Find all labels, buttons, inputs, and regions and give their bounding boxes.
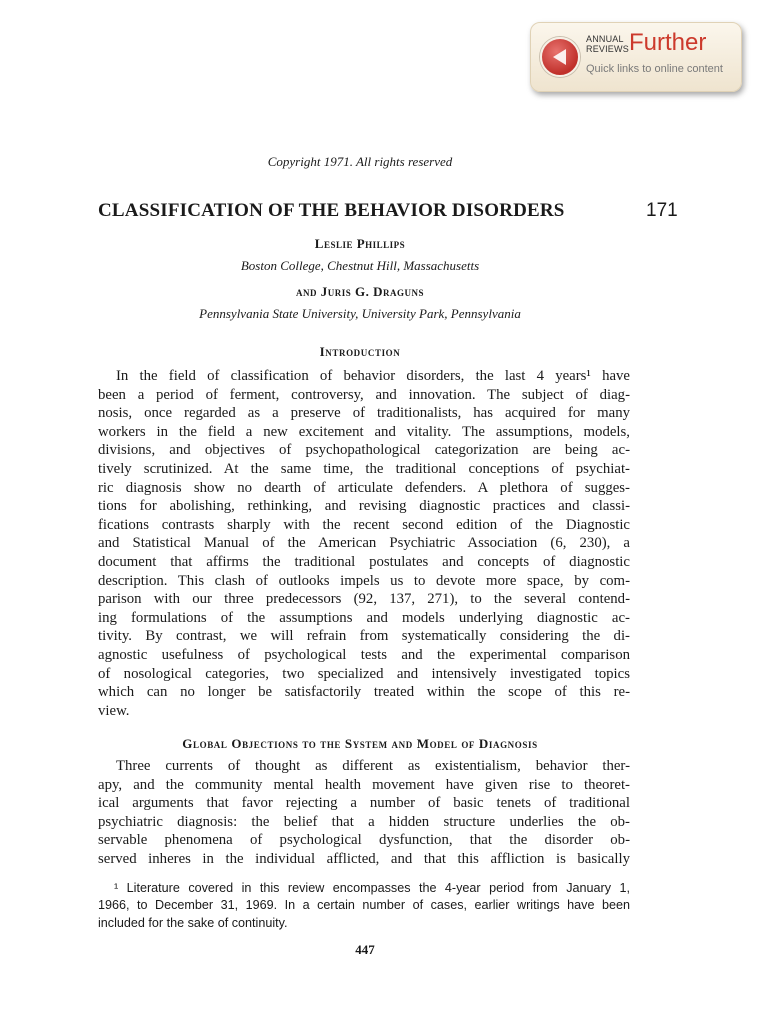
copyright-notice: Copyright 1971. All rights reserved <box>267 154 453 169</box>
text-line: of nosological categories, two specialized and intensively investigated topics <box>98 665 630 682</box>
global-objections-body <box>98 757 630 869</box>
text-line: ical arguments that favor rejecting a number of basic tenets of traditional <box>98 795 630 812</box>
text-line: served inheres in the individual afflicted, and that this affliction is basically <box>98 850 630 867</box>
badge-subtitle: Quick links to online content <box>586 63 723 75</box>
text-line: tions for abolishing, rethinking, and revising diagnostic practices and classi- <box>98 498 630 515</box>
further-badge-link[interactable] <box>530 22 742 92</box>
text-line: ric diagnosis show no dearth of articulate defenders. A plethora of sugges- <box>98 479 630 496</box>
page-number: 447 <box>355 942 375 957</box>
text-line: description. This clash of outlooks impels us to devote more space, by com- <box>98 572 630 589</box>
text-line: apy, and the community mental health movement have given rise to theoret- <box>98 776 630 793</box>
author-name: Leslie Phillips <box>314 236 406 251</box>
text-line: divisions, and objectives of psychopathological categorization are being ac- <box>98 442 630 459</box>
footnote-line: 1966, to December 31, 1969. In a certain number of cases, earlier writings have been <box>98 898 630 913</box>
author-affiliation: Pennsylvania State University, University Park, Pennsylvania <box>199 306 521 321</box>
text-line: In the field of classification of behavior disorders, the last 4 years¹ have <box>116 368 630 384</box>
badge-annual-text: ANNUAL <box>586 34 624 44</box>
text-line: psychiatric diagnosis: the belief that a hidden structure underlies the ob- <box>98 813 630 830</box>
text-line: servable phenomena of psychological dysfunction, that the disorder ob- <box>98 832 630 849</box>
text-line: been a period of ferment, controversy, and innovation. The subject of diag- <box>98 386 630 403</box>
text-line: tively scrutinized. At the same time, the traditional conceptions of psychiat- <box>98 460 630 477</box>
play-left-icon <box>540 37 580 77</box>
author-name: and Juris G. Draguns <box>295 284 424 299</box>
introduction-body <box>98 367 630 720</box>
text-line: ing formulations of the assumptions and models underlying diagnostic ac- <box>98 609 630 626</box>
text-line: which can no longer be satisfactorily treated within the scope of this re- <box>98 684 630 701</box>
author-affiliation: Boston College, Chestnut Hill, Massachusetts <box>240 258 480 273</box>
text-line: view. <box>98 702 130 719</box>
badge-further-text: Further <box>629 29 707 56</box>
text-line: and Statistical Manual of the American Psychiatric Association (6, 230), a <box>98 535 630 552</box>
section-heading-global-objections: Global Objections to the System and Model of Diagnosis <box>182 736 538 751</box>
article-number: 171 <box>646 200 678 221</box>
footnote-line: included for the sake of continuity. <box>98 915 288 930</box>
text-line: agnostic usefulness of psychological tests and the experimental comparison <box>98 646 630 663</box>
text-line: fications contrasts sharply with the recent second edition of the Diagnostic <box>98 516 630 533</box>
text-line: Three currents of thought as different as existentialism, behavior ther- <box>116 758 630 774</box>
footnote-line: ¹ Literature covered in this review encompasses the 4-year period from January 1, <box>114 881 630 895</box>
footnote <box>98 880 630 932</box>
badge-reviews-text: REVIEWS <box>586 44 629 54</box>
text-line: workers in the field a new excitement and vitality. The assumptions, models, <box>98 423 630 440</box>
text-line: document that affirms the traditional postulates and concepts of diagnostic <box>98 553 630 570</box>
text-line: tivity. By contrast, we will refrain from systematically considering the di- <box>98 628 630 645</box>
section-heading-introduction: Introduction <box>319 344 401 359</box>
text-line: parison with our three predecessors (92, 137, 271), to the several contend- <box>98 591 630 608</box>
text-line: nosis, once regarded as a preserve of traditionalists, has acquired for many <box>98 405 630 422</box>
article-title: CLASSIFICATION OF THE BEHAVIOR DISORDERS <box>98 200 565 221</box>
